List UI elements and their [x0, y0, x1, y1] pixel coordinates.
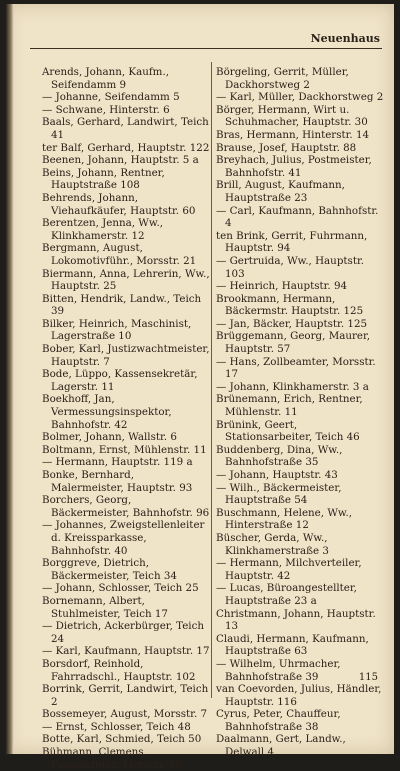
directory-entry: Bras, Hermann, Hinterstr. 14: [216, 128, 370, 141]
directory-entry: Boltmann, Ernst, Mühlenstr. 11: [42, 443, 207, 456]
directory-entry: Brookmann, Hermann, Bäckermstr. Hauptstr. 125: [216, 292, 364, 318]
directory-entry: — Johannes, Zweigstellenleiter d. Kreissparkasse, Bahnhofstr. 40: [42, 519, 205, 557]
directory-entry: Baals, Gerhard, Landwirt, Teich 41: [42, 116, 209, 141]
directory-entry: — Lucas, Büroangestellter, Hauptstraße 23 a: [216, 582, 357, 607]
directory-entry: Brill, August, Kaufmann, Hauptstraße 23: [216, 179, 345, 204]
directory-entry: Arends, Johann, Kaufm., Seifendamm 9: [42, 66, 169, 91]
directory-entry: van Coevorden, Julius, Händler, Hauptstr. 116: [216, 683, 382, 708]
directory-entry: Borrink, Gerrit, Landwirt, Teich 2: [42, 683, 209, 708]
directory-entry: Botte, Karl, Schmied, Teich 50: [42, 733, 202, 746]
directory-entry: — Wilh., Bäckermeister, Hauptstraße 54: [216, 481, 342, 507]
directory-entry: Buschmann, Helene, Ww., Hinterstraße 12: [216, 506, 353, 532]
directory-entry: Daalmann, Gert, Landw., Delwall 4: [216, 733, 346, 759]
directory-entry: — Karl, Müller, Dackhorstweg 2: [216, 91, 384, 104]
directory-entry: Borsdorf, Reinhold, Fahrradschl., Hauptstr. 102: [42, 657, 196, 683]
directory-entry: Börger, Hermann, Wirt u. Schuhmacher, Hauptstr. 30: [216, 103, 368, 129]
directory-entry: — Johann, Hauptstr. 43: [216, 469, 338, 481]
directory-entry: — Gertruida, Ww., Hauptstr. 103: [216, 254, 365, 280]
directory-entry: — Hermann, Milchverteiler, Hauptstr. 42: [216, 557, 362, 582]
directory-entry: — Carl, Kaufmann, Bahnhofstr. 4: [216, 204, 379, 230]
directory-entry: — Heinrich, Hauptstr. 94: [216, 280, 348, 293]
directory-entry: Bode, Lüppo, Kassensekretär, Lagerstr. 11: [42, 368, 198, 393]
directory-entry: Bornemann, Albert, Stuhlmeister, Teich 17: [42, 594, 168, 620]
directory-entry: Bilker, Heinrich, Maschinist, Lagerstraße 10: [42, 317, 192, 343]
directory-entry: Bitten, Hendrik, Landw., Teich 39: [42, 292, 202, 318]
directory-entry: — Wilhelm, Uhrmacher, Bahnhofstraße 39: [216, 657, 341, 683]
book-binding: [6, 4, 14, 754]
directory-entry: — Dietrich, Ackerbürger, Teich 24: [42, 620, 204, 645]
page-number: 115: [358, 672, 378, 683]
directory-entry: Cyrus, Peter, Chauffeur, Bahnhofstraße 38: [216, 708, 341, 733]
directory-entry: Boekhoff, Jan, Vermessungsinspektor, Bahnhofstr. 42: [42, 393, 172, 431]
right-column: [216, 66, 384, 759]
directory-entry: Bergmann, August, Lokomotivführ., Morsstr. 21: [42, 242, 197, 267]
directory-entry: Brünink, Geert, Stationsarbeiter, Teich 46: [216, 418, 360, 444]
directory-entry: Brause, Josef, Hauptstr. 88: [216, 141, 357, 154]
directory-entry: — Jan, Bäcker, Hauptstr. 125: [216, 317, 368, 330]
directory-entry: Brüggemann, Georg, Maurer, Hauptstr. 57: [216, 330, 371, 356]
directory-entry: — Karl, Kaufmann, Hauptstr. 17: [42, 645, 210, 658]
left-column: [42, 66, 210, 771]
directory-entry: Brünemann, Erich, Rentner, Mühlenstr. 11: [216, 393, 363, 419]
directory-entry: — Schwane, Hinterstr. 6: [42, 103, 170, 116]
directory-entry: — Ernst, Schlosser, Teich 48: [42, 720, 191, 733]
directory-entry: — Hermann, Hauptstr. 119 a: [42, 456, 193, 469]
directory-entry: Beins, Johann, Rentner, Hauptstraße 108: [42, 166, 165, 192]
directory-entry: Bonke, Bernhard, Malermeister, Hauptstr. 93: [42, 469, 193, 494]
directory-entry: Buddenberg, Dina, Ww., Bahnhofstraße 35: [216, 443, 343, 469]
directory-entry: — Johann, Schlosser, Teich 25: [42, 582, 199, 595]
directory-entry: ter Balf, Gerhard, Hauptstr. 122: [42, 141, 210, 154]
directory-entry: Börgeling, Gerrit, Müller, Dackhorstweg 2: [216, 66, 349, 91]
directory-entry: Breyhach, Julius, Postmeister, Bahnhofstr. 41: [216, 154, 372, 179]
header-title: Neuenhaus: [310, 32, 380, 45]
directory-entry: Bober, Karl, Justizwachtmeister, Hauptstr. 7: [42, 343, 210, 368]
directory-entry: Büscher, Gerda, Ww., Klinkhamerstraße 3: [216, 531, 329, 557]
book-page: [6, 4, 394, 771]
directory-entry: — Hans, Zollbeamter, Morsstr. 17: [216, 355, 376, 381]
directory-entry: Biermann, Anna, Lehrerin, Ww., Hauptstr. 25: [42, 267, 210, 293]
directory-entry: Beenen, Johann, Hauptstr. 5 a: [42, 154, 199, 167]
directory-entry: Borchers, Georg, Bäckermeister, Bahnhofstr. 96: [42, 494, 210, 519]
column-divider: [211, 62, 212, 698]
directory-entry: ten Brink, Gerrit, Fuhrmann, Hauptstr. 94: [216, 229, 368, 255]
directory-entry: Christmann, Johann, Hauptstr. 13: [216, 607, 376, 633]
page-header: [30, 30, 382, 49]
directory-entry: Bühmann, Clemens, Postsekretär, Morsstr. 16: [42, 746, 183, 771]
directory-entry: Claudi, Hermann, Kaufmann, Hauptstraße 63: [216, 632, 369, 658]
directory-entry: Bossemeyer, August, Morsstr. 7: [42, 708, 208, 721]
directory-entry: Berentzen, Jenna, Ww., Klinkhamerstr. 12: [42, 217, 164, 242]
directory-entry: — Johanne, Seifendamm 5: [42, 91, 180, 104]
directory-entry: Borggreve, Dietrich, Bäckermeister, Teich 34: [42, 557, 177, 582]
directory-entry: Behrends, Johann, Viehaufkäufer, Hauptstr. 60: [42, 191, 196, 217]
directory-entry: Bolmer, Johann, Wallstr. 6: [42, 431, 177, 444]
directory-entry: — Johann, Klinkhamerstr. 3 a: [216, 380, 369, 393]
